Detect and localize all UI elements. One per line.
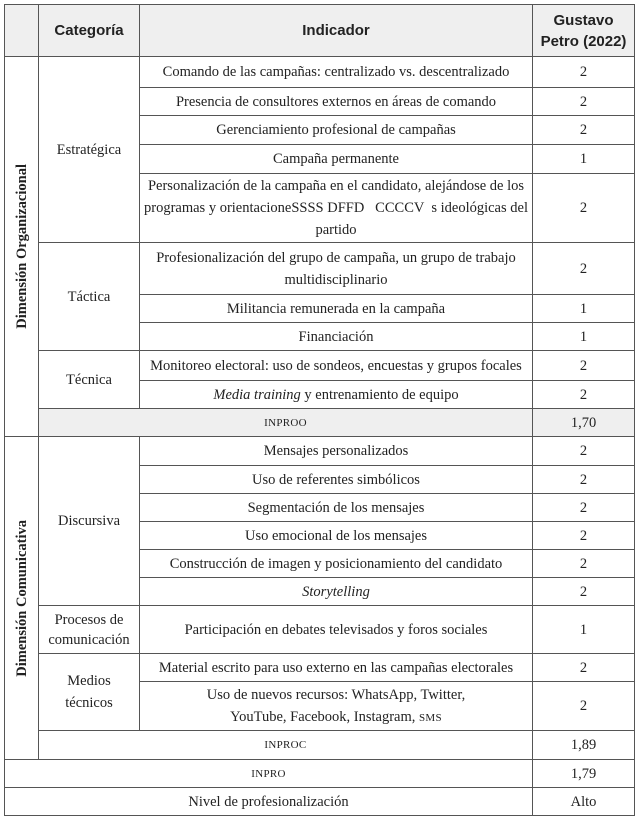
category-medios: Medios técnicos bbox=[39, 654, 140, 731]
indicator: Personalización de la campaña en el candidato, alejándose de los programas y orientacioneSSSS DFFD CCCCV s ideológicas del partido bbox=[140, 174, 533, 243]
category-estrategica: Estratégica bbox=[39, 57, 140, 243]
subtotal-row-inproc bbox=[5, 731, 635, 760]
value: 2 bbox=[533, 494, 635, 522]
table-row bbox=[5, 243, 635, 295]
indicator: Militancia remunerada en la campaña bbox=[140, 295, 533, 323]
indicator: Presencia de consultores externos en áreas de comando bbox=[140, 88, 533, 116]
indicator-italic: Media training bbox=[213, 386, 301, 403]
dimension-label: Dimensión Comunicativa bbox=[13, 519, 30, 677]
subtotal-value: 1,89 bbox=[533, 731, 635, 760]
total-row-inpro bbox=[5, 760, 635, 788]
value: 2 bbox=[533, 381, 635, 409]
header-category: Categoría bbox=[39, 5, 140, 57]
subtotal-label: INPROC bbox=[39, 731, 533, 760]
indicator bbox=[140, 381, 533, 409]
subtotal-label: INPROO bbox=[39, 409, 533, 437]
table-row bbox=[5, 437, 635, 466]
level-label: Nivel de profesionalización bbox=[5, 788, 533, 816]
indicator: Comando de las campañas: centralizado vs. descentralizado bbox=[140, 57, 533, 88]
indicator-rest: y entrenamiento de equipo bbox=[300, 386, 459, 403]
value: 2 bbox=[533, 57, 635, 88]
value: 2 bbox=[533, 466, 635, 494]
value: 2 bbox=[533, 174, 635, 243]
header-row bbox=[5, 5, 635, 57]
level-value: Alto bbox=[533, 788, 635, 816]
value: 2 bbox=[533, 116, 635, 145]
table-row bbox=[5, 351, 635, 381]
indicator-text: Uso de nuevos recursos: WhatsApp, Twitter, YouTube, Facebook, Instagram, bbox=[206, 686, 466, 725]
indicator-sms: SMS bbox=[418, 711, 442, 724]
indicator: Profesionalización del grupo de campaña, un grupo de trabajo multidisciplinario bbox=[140, 243, 533, 295]
indicator: Uso emocional de los mensajes bbox=[140, 522, 533, 550]
value: 1 bbox=[533, 295, 635, 323]
value: 2 bbox=[533, 682, 635, 731]
header-value: Gustavo Petro (2022) bbox=[533, 5, 635, 57]
indicator-italic: Storytelling bbox=[302, 583, 370, 600]
dimension-organizacional bbox=[5, 57, 39, 437]
indicator bbox=[140, 682, 533, 731]
indicator: Campaña permanente bbox=[140, 145, 533, 174]
indicator: Participación en debates televisados y foros sociales bbox=[140, 606, 533, 654]
category-discursiva: Discursiva bbox=[39, 437, 140, 606]
table-row bbox=[5, 654, 635, 682]
value: 2 bbox=[533, 351, 635, 381]
value: 2 bbox=[533, 522, 635, 550]
indicator: Construcción de imagen y posicionamiento del candidato bbox=[140, 550, 533, 578]
category-tecnica: Técnica bbox=[39, 351, 140, 409]
value: 2 bbox=[533, 88, 635, 116]
total-label: INPRO bbox=[5, 760, 533, 788]
indicator: Gerenciamiento profesional de campañas bbox=[140, 116, 533, 145]
value: 1 bbox=[533, 606, 635, 654]
level-row bbox=[5, 788, 635, 816]
value: 2 bbox=[533, 550, 635, 578]
indicator: Material escrito para uso externo en las campañas electorales bbox=[140, 654, 533, 682]
value: 2 bbox=[533, 437, 635, 466]
category-procesos: Procesos de comunicación bbox=[39, 606, 140, 654]
indicator: Uso de referentes simbólicos bbox=[140, 466, 533, 494]
indicator bbox=[140, 578, 533, 606]
value: 1 bbox=[533, 323, 635, 351]
dimension-comunicativa bbox=[5, 437, 39, 760]
indicator: Financiación bbox=[140, 323, 533, 351]
category-tactica: Táctica bbox=[39, 243, 140, 351]
professionalization-table bbox=[4, 4, 635, 816]
table-row bbox=[5, 606, 635, 654]
value: 2 bbox=[533, 243, 635, 295]
value: 1 bbox=[533, 145, 635, 174]
indicator: Segmentación de los mensajes bbox=[140, 494, 533, 522]
indicator: Monitoreo electoral: uso de sondeos, encuestas y grupos focales bbox=[140, 351, 533, 381]
dimension-label: Dimensión Organizacional bbox=[13, 164, 30, 329]
header-indicator: Indicador bbox=[140, 5, 533, 57]
total-value: 1,79 bbox=[533, 760, 635, 788]
indicator: Mensajes personalizados bbox=[140, 437, 533, 466]
table-row bbox=[5, 57, 635, 88]
subtotal-value: 1,70 bbox=[533, 409, 635, 437]
subtotal-row-inproo bbox=[5, 409, 635, 437]
value: 2 bbox=[533, 578, 635, 606]
header-dimension bbox=[5, 5, 39, 57]
value: 2 bbox=[533, 654, 635, 682]
